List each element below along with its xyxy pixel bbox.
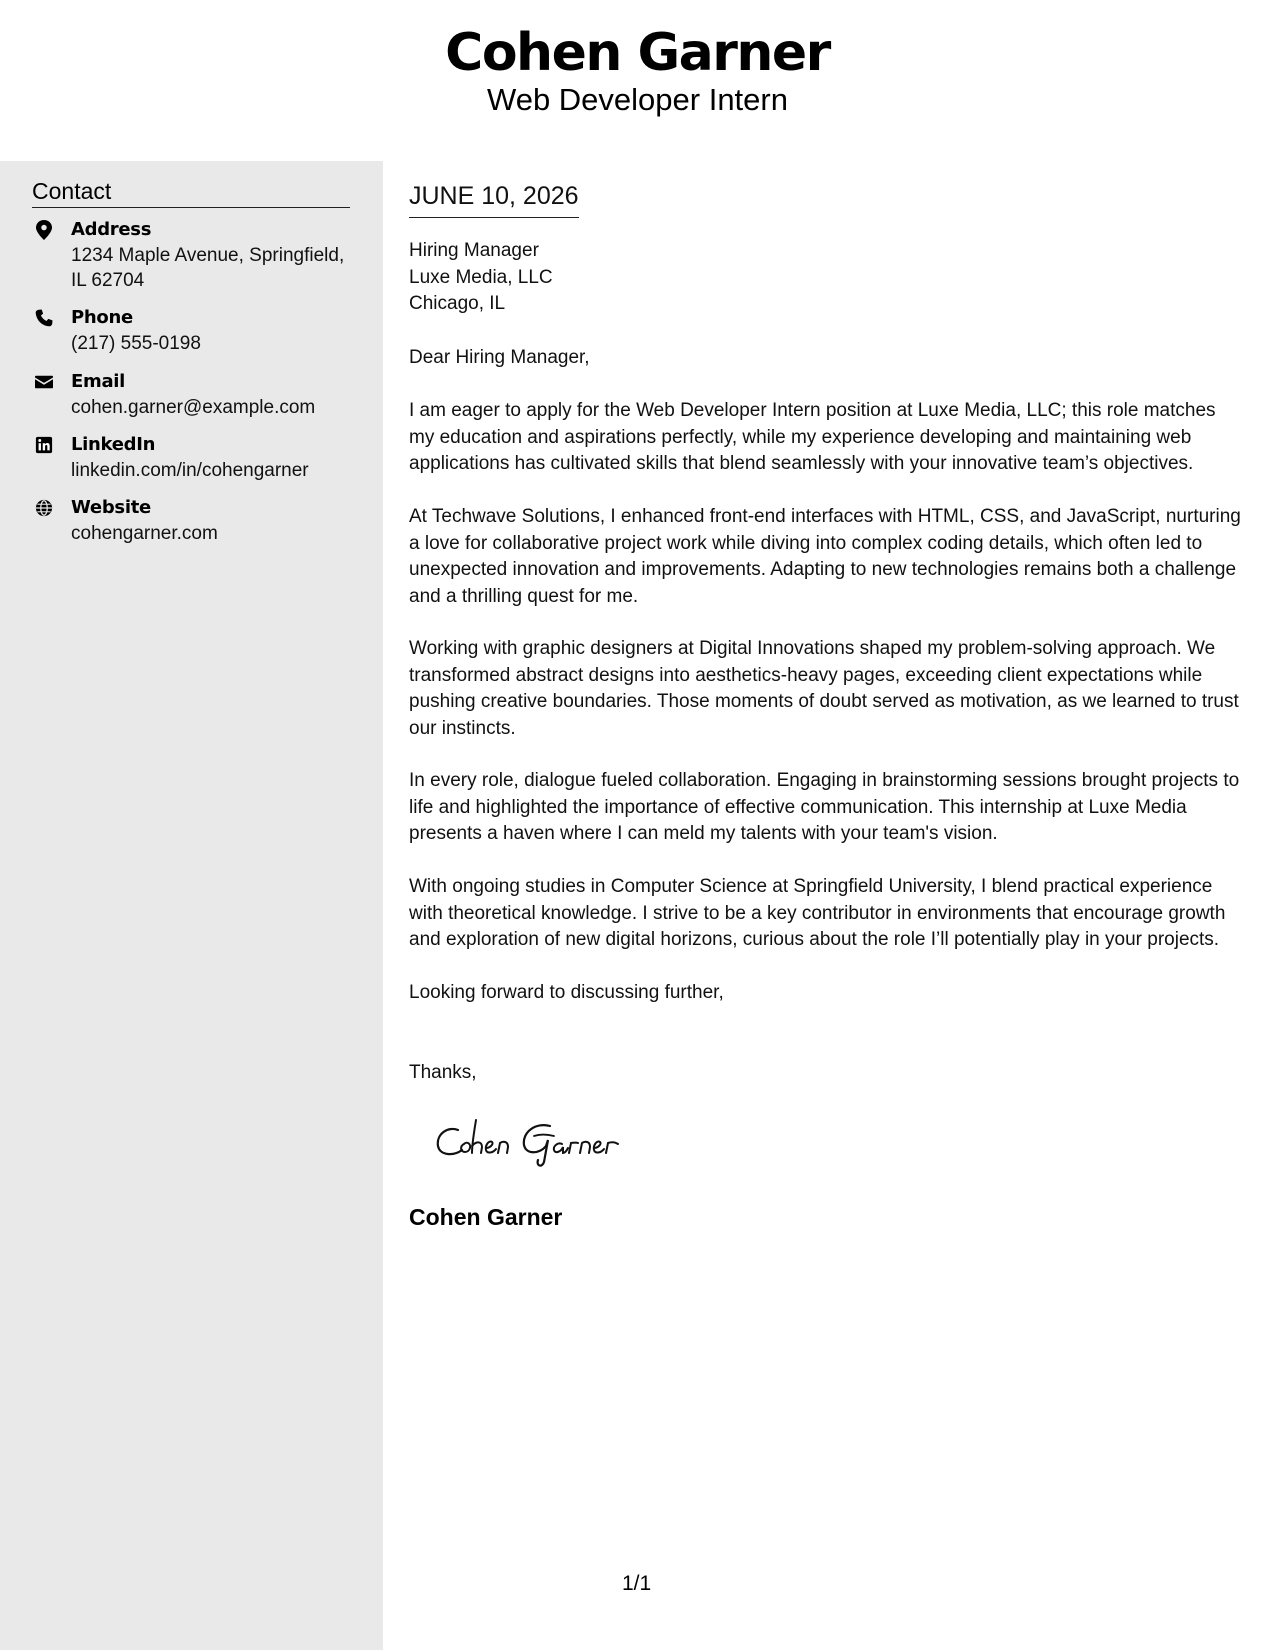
- body-paragraph: In every role, dialogue fueled collaboration. Engaging in brainstorming sessions brought projects to life and highlighted the importance of effective communication. This internship at Luxe Media presents a haven where I can meld my talents with your team's vision.: [409, 770, 1240, 844]
- contact-label: Address: [71, 219, 152, 240]
- envelope-icon: [35, 372, 53, 392]
- contact-sidebar: [0, 161, 383, 1650]
- contact-label: Website: [71, 497, 151, 518]
- sign-off: Thanks,: [409, 1062, 477, 1083]
- closing-line: Looking forward to discussing further,: [409, 982, 724, 1003]
- recipient-block: [409, 238, 553, 318]
- recipient-line: Chicago, IL: [409, 293, 506, 314]
- globe-icon: [35, 498, 53, 518]
- linkedin-icon: [35, 435, 53, 455]
- page-number: 1/1: [622, 1572, 652, 1595]
- contact-value: (217) 555-0198: [71, 333, 201, 354]
- contact-label: Email: [71, 371, 126, 392]
- handwritten-signature: [430, 1112, 660, 1168]
- contact-value: linkedin.com/in/cohengarner: [71, 460, 309, 481]
- job-title: Web Developer Intern: [487, 82, 788, 117]
- body-paragraph: At Techwave Solutions, I enhanced front-end interfaces with HTML, CSS, and JavaScript, nurturing a love for collaborative project work while diving into complex coding details, which often led to unexpected innovation and improvements. Adapting to new technologies remains both a challenge and a thrilling quest for me.: [409, 506, 1241, 607]
- contact-heading: Contact: [32, 176, 350, 208]
- phone-icon: [35, 308, 53, 328]
- salutation: Dear Hiring Manager,: [409, 347, 590, 368]
- contact-label: Phone: [71, 307, 133, 328]
- applicant-name: Cohen Garner: [445, 23, 830, 83]
- signer-name: Cohen Garner: [409, 1204, 563, 1230]
- body-paragraph: Working with graphic designers at Digital Innovations shaped my problem-solving approach. We transformed abstract designs into aesthetics-heavy pages, exceeding client expectations while pushing creative boundaries. Those moments of doubt served as motivation, as we learned to trust our instincts.: [409, 638, 1239, 739]
- letter-date: JUNE 10, 2026: [409, 179, 579, 218]
- recipient-line: Luxe Media, LLC: [409, 266, 553, 288]
- recipient-line: Hiring Manager: [409, 240, 539, 261]
- body-paragraph: I am eager to apply for the Web Developer Intern position at Luxe Media, LLC; this role matches my education and aspirations perfectly, while my experience developing and maintaining web applications has cultivated skills that blend seamlessly with your innovative team’s objectives.: [409, 400, 1216, 474]
- map-pin-icon: [35, 220, 53, 240]
- contact-label: LinkedIn: [71, 434, 156, 455]
- page-header: [0, 0, 1275, 161]
- body-paragraph: With ongoing studies in Computer Science at Springfield University, I blend practical experience with theoretical knowledge. I strive to be a key contributor in environments that encourage growth and exploration of new digital horizons, curious about the role I’ll potentially play in your projects.: [409, 876, 1226, 950]
- contact-value: cohengarner.com: [71, 523, 218, 544]
- contact-value: 1234 Maple Avenue, Springfield, IL 62704: [71, 245, 345, 291]
- contact-value: cohen.garner@example.com: [71, 397, 316, 418]
